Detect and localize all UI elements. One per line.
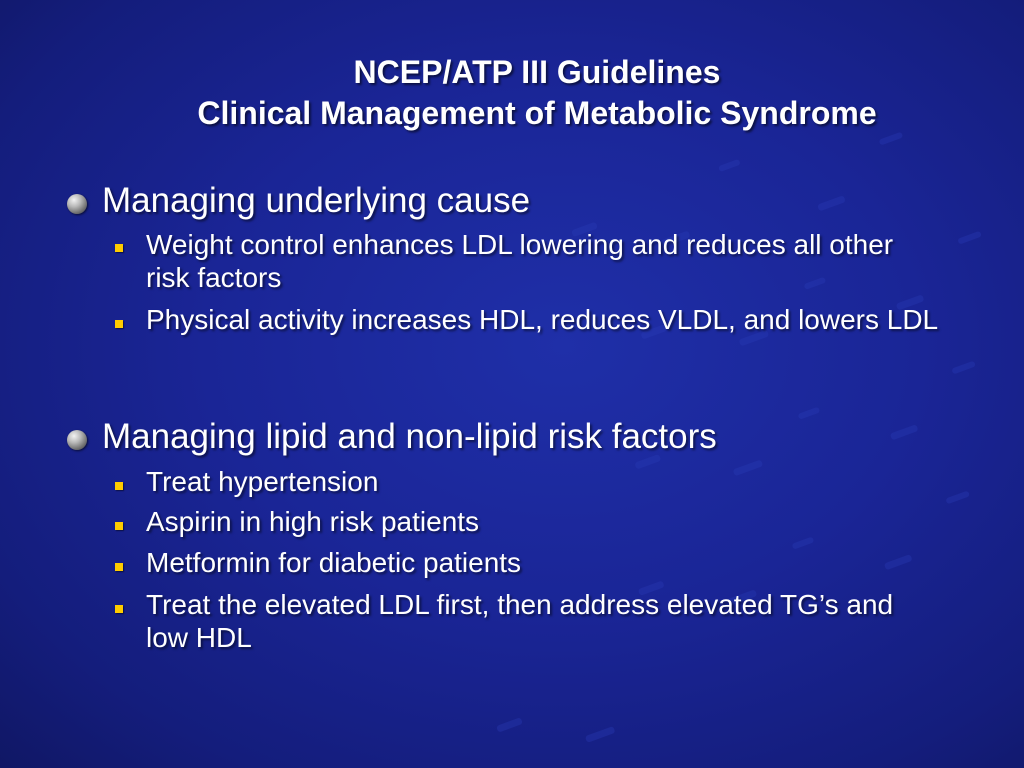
- list-item: Weight control enhances LDL lowering and reduces all other risk factors: [146, 229, 894, 293]
- title-line-2: Clinical Management of Metabolic Syndrome: [197, 95, 877, 131]
- list-item: Physical activity increases HDL, reduces VLDL, and lowers LDL: [146, 304, 939, 335]
- gear-bullet-icon: [67, 194, 87, 214]
- list-item: Aspirin in high risk patients: [146, 506, 480, 537]
- square-bullet-icon: [115, 605, 123, 613]
- square-bullet-icon: [115, 244, 123, 252]
- square-bullet-icon: [115, 482, 123, 490]
- section-heading-2: Managing lipid and non-lipid risk factors: [102, 417, 717, 456]
- square-bullet-icon: [115, 320, 123, 328]
- section-heading-1: Managing underlying cause: [102, 181, 531, 220]
- list-item: Treat the elevated LDL first, then address elevated TG’s and low HDL: [146, 589, 894, 653]
- list-item: Treat hypertension: [146, 466, 379, 497]
- gear-bullet-icon: [67, 430, 87, 450]
- square-bullet-icon: [115, 563, 123, 571]
- title-line-1: NCEP/ATP III Guidelines: [353, 54, 721, 90]
- list-item: Metformin for diabetic patients: [146, 547, 522, 578]
- slide-title: [0, 52, 1024, 134]
- square-bullet-icon: [115, 522, 123, 530]
